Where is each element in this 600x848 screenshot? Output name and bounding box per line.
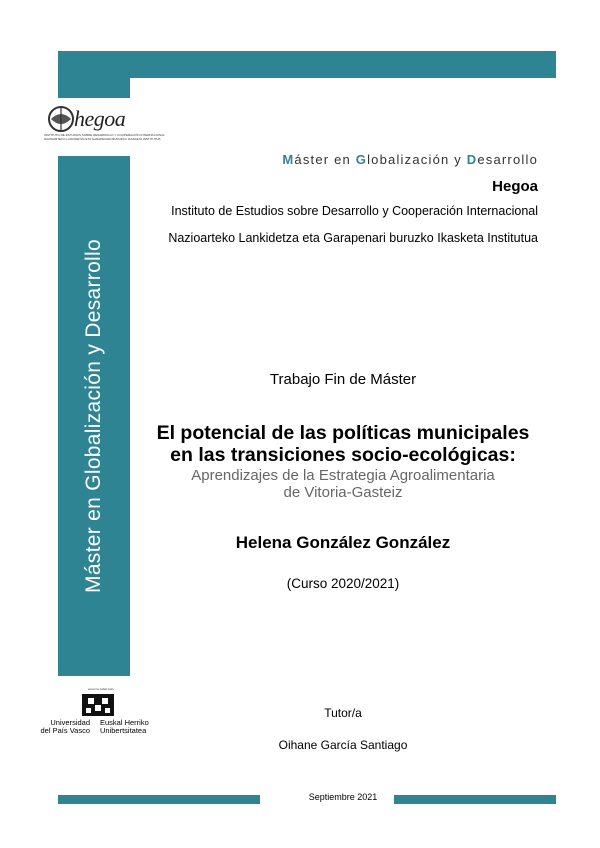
upv-motto: eman ta zabal zazu — [88, 687, 115, 691]
submission-date: Septiembre 2021 — [308, 792, 378, 802]
tutor-name: Oihane García Santiago — [278, 738, 408, 752]
hegoa-globe-icon — [46, 104, 76, 134]
upv-emblem-icon — [80, 692, 116, 718]
master-program-title: Máster en Globalización y Desarrollo — [282, 152, 538, 167]
academic-year: (Curso 2020/2021) — [286, 576, 400, 591]
organization-name: Hegoa — [492, 178, 538, 195]
document-type: Trabajo Fin de Máster — [269, 371, 417, 388]
top-left-decorative-block — [58, 78, 130, 98]
hegoa-logo-line-eu: NAZIOARTEKO LANKIDETZA ETA GARAPENARI BURUZKO IKASKETA INSTITUTUA — [44, 137, 161, 141]
thesis-subtitle: Aprendizajes de la Estrategia Agroalimentaria de Vitoria-Gasteiz — [191, 467, 495, 501]
university-name-eu: Euskal Herriko Unibertsitatea — [100, 718, 149, 735]
thesis-title: El potencial de las políticas municipales en las transiciones socio-ecológicas: — [156, 422, 530, 466]
hegoa-logo — [44, 104, 164, 146]
side-banner-text: Máster en Globalización y Desarrollo — [82, 239, 105, 593]
hegoa-logo-word: hegoa — [74, 106, 126, 131]
bottom-right-decorative-bar — [394, 795, 556, 804]
tutor-label: Tutor/a — [324, 706, 362, 720]
side-banner — [58, 156, 130, 676]
institute-name-es: Instituto de Estudios sobre Desarrollo y Cooperación Internacional — [171, 204, 538, 218]
institute-name-eu: Nazioarteko Lankidetza eta Garapenari buruzko Ikasketa Institutua — [168, 231, 538, 245]
hegoa-logo-line-es: INSTITUTO DE ESTUDIOS SOBRE DESARROLLO Y COOPERACIÓN INTERNACIONAL — [44, 133, 165, 137]
top-decorative-bar — [58, 51, 556, 78]
author-name: Helena González González — [235, 533, 451, 552]
university-name-es: Universidad del País Vasco — [40, 718, 90, 735]
